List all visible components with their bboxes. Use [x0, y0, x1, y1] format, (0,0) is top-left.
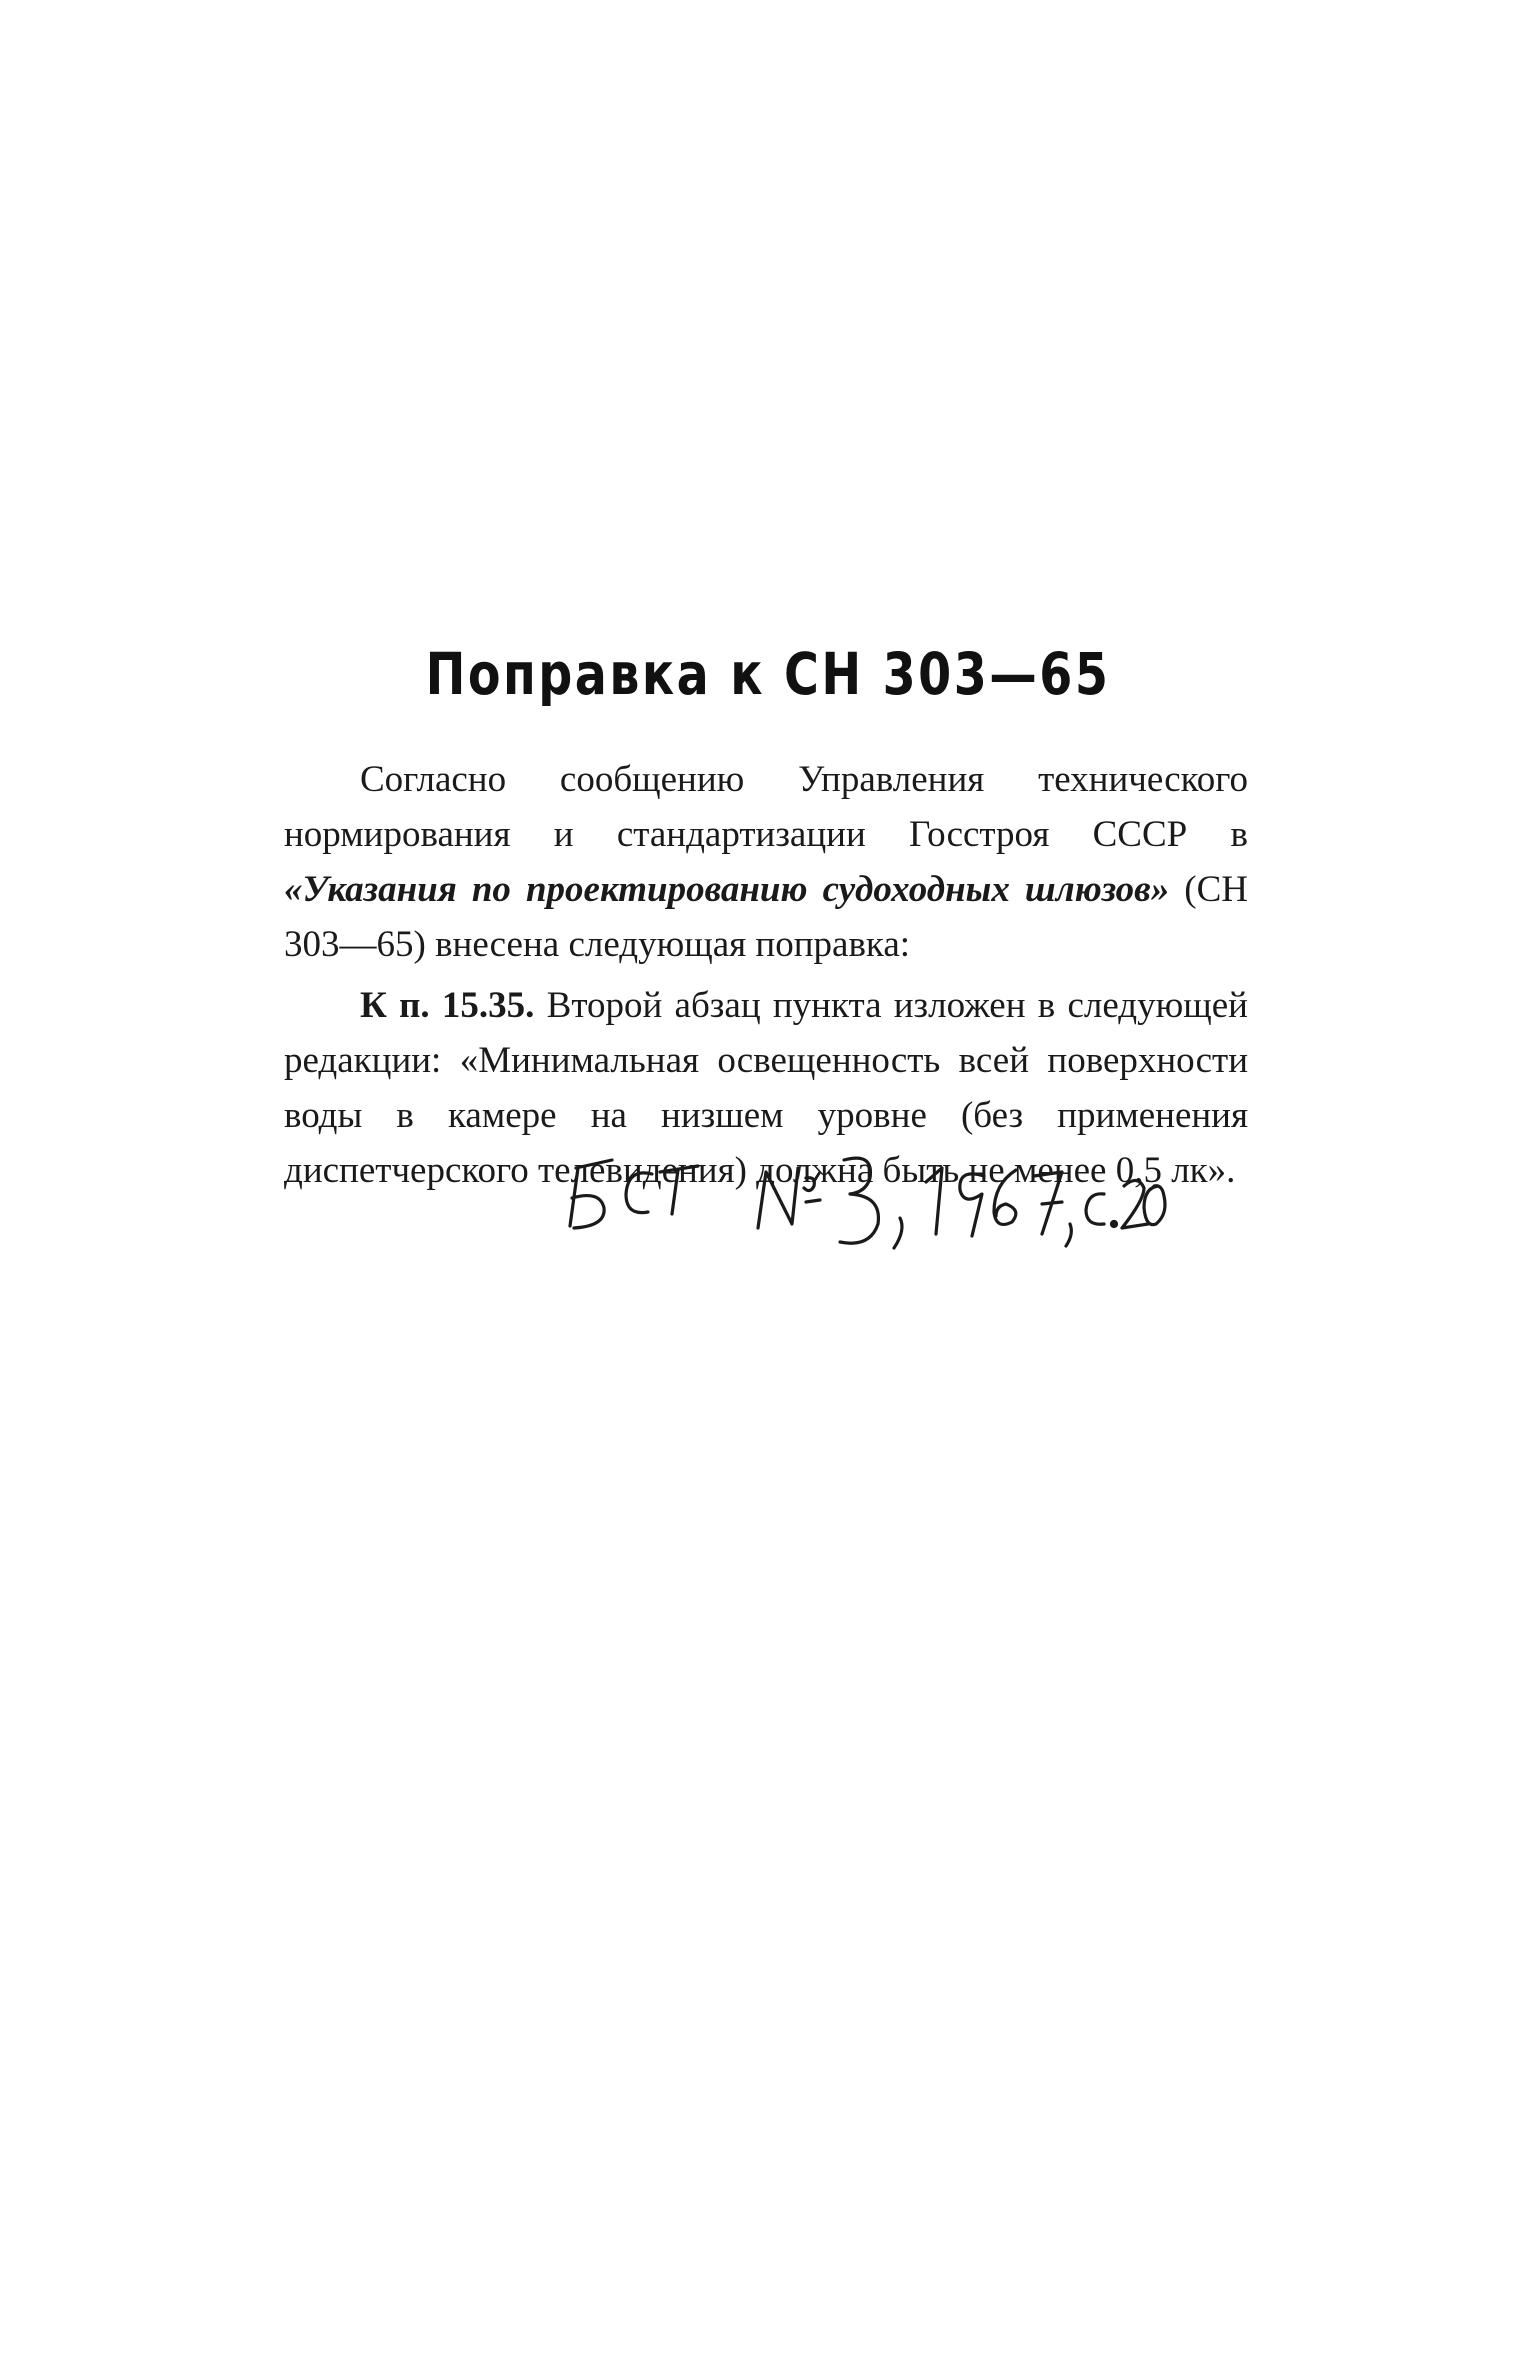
handwritten-note — [548, 1138, 1168, 1258]
correction-text: Второй абзац пункта изложен в следующей редакции: «Минимальная освещенность всей поверхности воды в камере на низшем уровне (без применения диспетчерского телевидения) должна быть не менее 0,5 лк». — [284, 985, 1248, 1191]
intro-text-start: Согласно сообщению Управления технического нормирования и стандартизации Госстроя СССР в — [284, 759, 1248, 855]
intro-paragraph — [284, 752, 1248, 972]
document-body — [284, 752, 1248, 1198]
clause-reference: К п. 15.35. — [360, 985, 535, 1026]
referenced-document-title: «Указания по проектированию судоходных шлюзов» — [284, 869, 1170, 910]
document-title: Поправка к СН 303—65 — [425, 640, 1111, 708]
intro-text-end: (СН 303—65) внесена следующая поправка: — [284, 869, 1248, 965]
